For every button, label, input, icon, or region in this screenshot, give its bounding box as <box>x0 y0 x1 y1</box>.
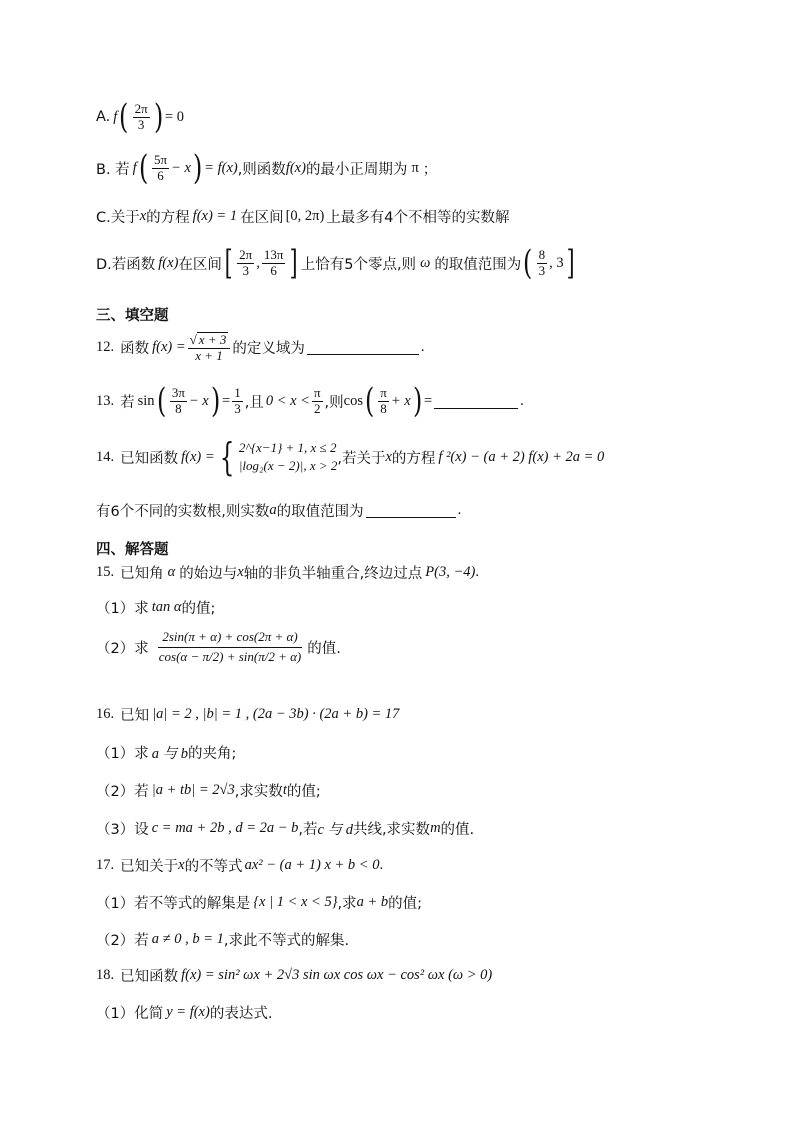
function-definition: f(x) = sin² ωx + 2√3 sin ωx cos ωx − cos² ωx (ω > 0) <box>181 967 493 983</box>
expression: |a + tb| = 2√3 <box>151 782 235 798</box>
text: 共线,求实数 <box>352 822 431 838</box>
text: 的始边与 <box>179 566 238 582</box>
text: ,求此不等式的解集. <box>223 933 350 949</box>
question-16-part1 <box>96 742 236 763</box>
denominator: 3 <box>538 262 546 278</box>
text: 已知角 <box>120 566 164 582</box>
paren-close: ) <box>210 381 221 421</box>
minus-x: − x <box>188 392 209 409</box>
text: 的最小正周期为 <box>305 161 408 178</box>
text: ,则 <box>324 394 344 411</box>
text: . <box>457 502 462 518</box>
sin-func: sin <box>137 392 155 409</box>
fraction <box>537 248 548 279</box>
paren-open: ( <box>138 148 148 188</box>
equals: = <box>423 392 433 409</box>
omega-symbol: ω <box>420 254 431 271</box>
func-fx: f(x) <box>285 159 306 176</box>
answer-blank[interactable] <box>366 503 456 518</box>
question-number: 17. <box>96 857 115 873</box>
brace: { <box>219 435 235 479</box>
interval: [0, 2π) <box>285 208 325 224</box>
denominator: 2 <box>313 400 321 416</box>
option-c-label: C.关于 <box>96 210 140 226</box>
text: 轴的非负半轴重合,终边过点 <box>243 566 423 582</box>
var-t: t <box>282 782 287 798</box>
paren-open: ( <box>156 381 166 421</box>
text: 的值. <box>307 640 341 657</box>
text: 的不等式 <box>184 859 243 875</box>
paren-close: ) <box>192 148 203 188</box>
paren-close: ) <box>153 97 163 137</box>
paren-open: ( <box>523 243 533 283</box>
text: 若 <box>120 394 135 411</box>
numerator: 2π <box>134 100 148 116</box>
func-fx: f(x) = <box>152 339 186 356</box>
part-label: （3）设 <box>96 822 149 838</box>
pi-symbol: π <box>411 159 419 176</box>
expression: a 与 b <box>151 746 188 762</box>
text: ； <box>422 161 438 178</box>
numerator: 13π <box>263 246 284 262</box>
question-15-part1 <box>96 597 215 618</box>
text: ,求 <box>337 896 357 912</box>
question-14 <box>96 435 605 479</box>
option-b <box>96 148 438 188</box>
func-f: f <box>132 159 137 176</box>
part-label: （2）若 <box>96 784 149 800</box>
denominator: 3 <box>137 116 145 132</box>
fraction <box>152 153 169 184</box>
paren-open: ( <box>119 97 129 137</box>
var-x: x <box>178 857 185 873</box>
bracket-open: [ <box>224 243 233 283</box>
expression: c 与 d <box>317 822 353 838</box>
question-16 <box>96 704 399 725</box>
text: . <box>475 564 479 580</box>
part-label: （1）求 <box>96 601 149 617</box>
text: 已知关于 <box>120 859 179 875</box>
numerator: 3π <box>171 384 185 400</box>
minus-x: − x <box>171 159 191 176</box>
var-m: m <box>430 820 441 836</box>
fraction <box>237 248 254 279</box>
interval-end: , 3 <box>549 254 564 271</box>
part-label: （1）若不等式的解集是 <box>96 896 251 912</box>
func-fx: f(x) = <box>181 448 215 465</box>
text: . <box>420 339 425 356</box>
bracket-close: ] <box>566 243 575 283</box>
func-fx: f(x) <box>158 254 179 271</box>
solution-set: {x | 1 < x < 5} <box>253 894 338 910</box>
question-number: 15. <box>96 564 115 580</box>
question-number: 12. <box>96 339 115 356</box>
numerator: 2sin(π + α) + cos(2π + α) <box>158 628 301 648</box>
text: 的值. <box>440 822 475 838</box>
option-a-label: A. <box>96 109 111 125</box>
equation-rhs: = 0 <box>164 108 184 125</box>
section-heading: 三、填空题 <box>96 308 169 324</box>
part-label: （2）求 <box>96 640 149 657</box>
var-x: x <box>385 448 392 465</box>
denominator: 8 <box>175 400 182 416</box>
text: ,若关于 <box>337 450 386 467</box>
option-d-label: D.若函数 <box>96 256 156 273</box>
text: 函数 <box>120 341 150 358</box>
expression: y = f(x) <box>166 1004 210 1020</box>
fraction <box>133 102 150 133</box>
text: ,若 <box>298 822 318 838</box>
func-f: f <box>113 108 118 125</box>
part-label: （1）求 <box>96 746 149 762</box>
question-12 <box>96 332 424 364</box>
denominator: x + 1 <box>195 347 223 363</box>
denominator: 6 <box>270 262 277 278</box>
text: 在区间 <box>240 210 284 226</box>
part-label: （2）若 <box>96 933 149 949</box>
plus-x: + x <box>390 392 411 409</box>
var-x: x <box>237 564 244 580</box>
inequality: ax² − (a + 1) x + b < 0 <box>244 857 380 873</box>
question-13 <box>96 381 524 421</box>
numerator: π <box>313 384 321 400</box>
text: 的取值范围为 <box>434 256 522 273</box>
paren-close: ) <box>412 381 422 421</box>
fraction <box>312 386 323 417</box>
option-c <box>96 206 510 227</box>
equals: = <box>222 392 231 409</box>
answer-blank[interactable] <box>434 394 518 409</box>
text: 已知函数 <box>120 450 179 467</box>
fraction <box>232 386 243 417</box>
text: 的方程 <box>391 450 436 467</box>
question-number: 18. <box>96 967 115 983</box>
text: 的方程 <box>146 210 190 226</box>
denominator: cos(α − π/2) + sin(π/2 + α) <box>158 648 302 664</box>
section-heading: 四、解答题 <box>96 542 169 558</box>
option-b-label: B. 若 <box>96 161 130 178</box>
part-label: （1）化简 <box>96 1006 164 1022</box>
denominator: 6 <box>157 167 164 183</box>
text: 已知函数 <box>120 969 179 985</box>
text: 的表达式. <box>209 1006 273 1022</box>
text: 的值; <box>388 896 423 912</box>
text: . <box>520 392 524 409</box>
bracket-close: ] <box>290 243 299 283</box>
text: 的值; <box>286 784 321 800</box>
question-number: 16. <box>96 706 115 722</box>
text: 的值; <box>181 601 216 617</box>
fraction <box>188 332 231 364</box>
question-16-part2 <box>96 780 321 801</box>
expression: a + b <box>356 894 389 910</box>
question-17-part1 <box>96 892 422 913</box>
expression: a ≠ 0 , b = 1 <box>151 931 224 947</box>
question-17 <box>96 855 383 876</box>
question-number: 14. <box>96 448 115 465</box>
expression: c = ma + 2b , d = 2a − b <box>151 820 299 836</box>
given-conditions: |a| = 2 , |b| = 1 , (2a − 3b) · (2a + b) = 17 <box>152 706 400 722</box>
equation-rhs: = f(x) <box>204 159 238 176</box>
piece-2: |log₂(x − 2)|, x > 2 <box>238 458 338 473</box>
text: 的夹角; <box>187 746 237 762</box>
var-x: x <box>139 208 147 224</box>
expression: tan α <box>151 599 182 615</box>
text: ,且 <box>244 394 264 411</box>
question-17-part2 <box>96 929 349 950</box>
fraction <box>155 628 306 667</box>
question-18 <box>96 965 492 986</box>
numerator: 2π <box>239 246 253 262</box>
question-14-line2 <box>96 500 461 521</box>
text: 的取值范围为 <box>276 504 364 520</box>
text: . <box>379 857 384 873</box>
question-16-part3 <box>96 818 474 839</box>
var-a: a <box>269 502 277 518</box>
text: 在区间 <box>178 256 222 273</box>
numerator: 1 <box>234 384 241 400</box>
piece-1: 2^{x−1} + 1, x ≤ 2 <box>238 440 337 456</box>
cos-func: cos <box>343 392 363 409</box>
option-d: D.若函数 f(x) 在区间 [ $\frac{2\pi}{3}$ , $\frac{13\pi}{6}$ ] 上恰有5个零点,则 ω 的取值范围为 ( $\frac{8}{3}$ , 3 ] <box>96 243 575 283</box>
condition: 0 < x < <box>265 392 310 409</box>
numerator: 5π <box>153 151 168 167</box>
text: ,求实数 <box>234 784 283 800</box>
equation: f ²(x) − (a + 2) f(x) + 2a = 0 <box>438 448 605 465</box>
denominator: 3 <box>234 400 241 416</box>
question-18-part1 <box>96 1002 272 1023</box>
option-a <box>96 97 184 137</box>
text: 上恰有5个零点,则 <box>300 256 417 273</box>
numerator: 8 <box>538 246 546 262</box>
text: 已知 <box>120 708 150 724</box>
numerator: √ x + 3 <box>188 332 231 349</box>
question-15 <box>96 562 479 583</box>
question-number: 13. <box>96 392 115 409</box>
text: 上最多有4个不相等的实数解 <box>326 210 510 226</box>
point-p: P(3, −4) <box>425 564 476 580</box>
alpha-symbol: α <box>167 564 176 580</box>
text: 的定义域为 <box>232 341 305 358</box>
denominator: 3 <box>242 262 249 278</box>
paren-open: ( <box>364 381 375 421</box>
fraction <box>378 386 389 417</box>
denominator: 8 <box>380 400 387 416</box>
numerator: π <box>380 384 387 400</box>
answer-blank[interactable] <box>307 340 419 355</box>
text: 有6个不同的实数根,则实数 <box>96 504 270 520</box>
piecewise <box>239 439 338 474</box>
equation: f(x) = 1 <box>192 208 238 224</box>
question-15-part2 <box>96 628 341 667</box>
text: ,则函数 <box>237 161 286 178</box>
radicand: x + 3 <box>198 332 227 347</box>
fraction <box>170 386 187 417</box>
fraction <box>262 248 286 279</box>
